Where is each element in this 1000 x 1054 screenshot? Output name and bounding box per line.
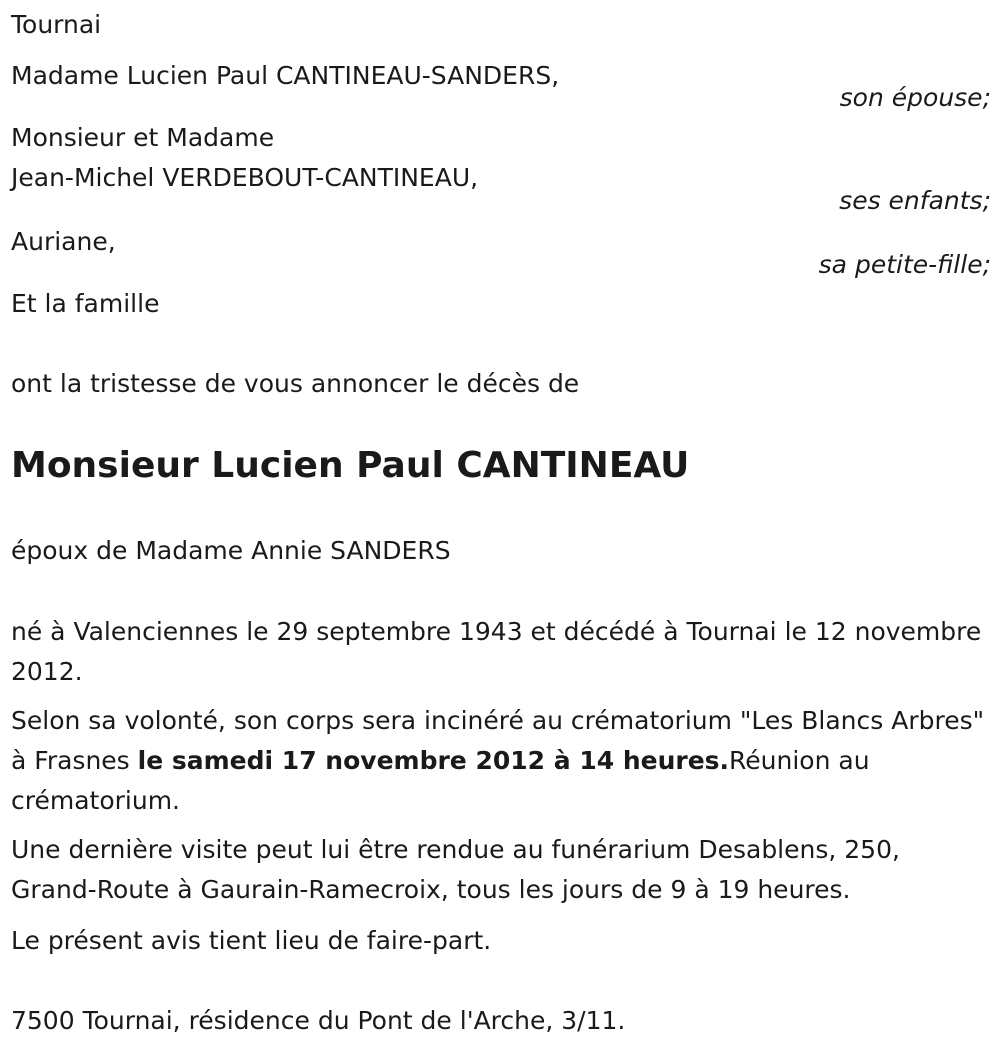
obituary-notice — [11, 0, 991, 1054]
spouse-line: époux de Madame Annie SANDERS — [11, 536, 451, 565]
address-line: 7500 Tournai, résidence du Pont de l'Arche, 3/11. — [11, 1006, 626, 1035]
cremation-paragraph — [11, 701, 986, 821]
faire-part-line: Le présent avis tient lieu de faire-part. — [11, 926, 492, 955]
family-member-others-name: Et la famille — [11, 289, 160, 318]
visit-paragraph: Une dernière visite peut lui être rendue au funérarium Desablens, 250, Grand-Route à Gaurain-Ramecroix, tous les jours de 9 à 19 heures. — [11, 835, 900, 904]
city-heading: Tournai — [11, 10, 102, 39]
family-member-spouse-relation: son épouse; — [839, 83, 991, 112]
deceased-name: Monsieur Lucien Paul CANTINEAU — [11, 445, 690, 486]
cremation-text-after: Réunion au crématorium. — [11, 746, 870, 815]
family-member-children-name-line-2: Jean-Michel VERDEBOUT-CANTINEAU, — [11, 163, 479, 192]
birth-death-paragraph: né à Valenciennes le 29 septembre 1943 et décédé à Tournai le 12 novembre 2012. — [11, 617, 982, 686]
family-member-children-name-line-1: Monsieur et Madame — [11, 123, 275, 152]
family-member-granddaughter-name: Auriane, — [11, 227, 116, 256]
cremation-text-before: Selon sa volonté, son corps sera incinéré au crématorium "Les Blancs Arbres" à Frasnes — [11, 706, 985, 775]
family-member-granddaughter-relation: sa petite-fille; — [818, 250, 991, 279]
announcement-text: ont la tristesse de vous annoncer le décès de — [11, 369, 580, 398]
family-member-spouse-name: Madame Lucien Paul CANTINEAU-SANDERS, — [11, 61, 560, 90]
family-member-children-relation: ses enfants; — [839, 186, 991, 215]
cremation-date: le samedi 17 novembre 2012 à 14 heures. — [137, 746, 730, 775]
